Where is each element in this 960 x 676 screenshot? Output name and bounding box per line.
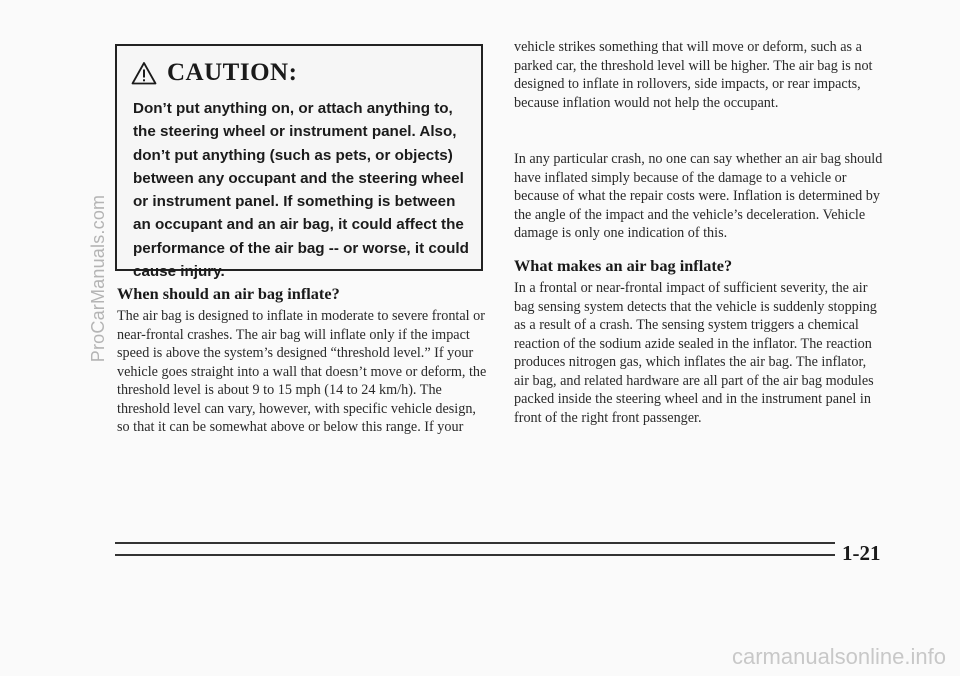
caution-box: [115, 44, 483, 281]
side-watermark-text: ProCarManuals.com: [88, 194, 109, 362]
what-makes-heading: What makes an air bag inflate?: [514, 256, 733, 275]
caution-header: [131, 59, 297, 87]
what-makes-paragraph: In a frontal or near-frontal impact of sufficient severity, the air bag sensing system detects that the vehicle is suddenly stopping as a result of a crash. The sensing system triggers a chemical reaction of the sodium azide sealed in the inflator. The reaction produces nitrogen gas, which inflates the air bag. The inflator, air bag, and related hardware are all part of the air bag modules packed inside the steering wheel and in the instrument panel in front of the right front passenger.: [514, 280, 877, 426]
caution-title: CAUTION:: [167, 59, 298, 86]
caution-text: Don’t put anything on, or attach anything to, the steering wheel or instrument panel. Also, don’t put anything (such as pets, or objects) between any occupant and the steering wheel or instrument panel. If something is between an occupant and an air bag, it could affect the performance of the air bag -- or worse, it could cause injury.: [133, 100, 469, 281]
threshold-continued-paragraph: vehicle strikes something that will move or deform, such as a parked car, the threshold level will be higher. The air bag is not designed to inflate in rollovers, side impacts, or rear impacts, because inflation would not help the occupant.: [514, 39, 873, 111]
footer-rule-top: [115, 542, 835, 544]
page-number: 1-21: [842, 541, 881, 565]
warning-triangle-icon: [131, 61, 157, 85]
side-watermark: [88, 28, 110, 528]
inflate-when-heading: When should an air bag inflate?: [117, 284, 340, 303]
footer-rule-bottom: [115, 554, 835, 556]
bottom-watermark: carmanualsonline.info: [731, 644, 946, 669]
inflate-when-paragraph: The air bag is designed to inflate in moderate to severe frontal or near-frontal crashes. The air bag will inflate only if the impact speed is above the system’s designed “threshold level.” If your vehicle goes straight into a wall that doesn’t move or deform, the threshold level is about 9 to 15 mph (14 to 24 km/h). The threshold level can vary, however, with specific vehicle design, so that it can be somewhat above or below this range. If your: [117, 308, 487, 435]
crash-damage-paragraph: In any particular crash, no one can say whether an air bag should have inflated simply because of the damage to a vehicle or because of what the repair costs were. Inflation is determined by the angle of the impact and the vehicle’s deceleration. Vehicle damage is only one indication of this.: [514, 151, 883, 241]
